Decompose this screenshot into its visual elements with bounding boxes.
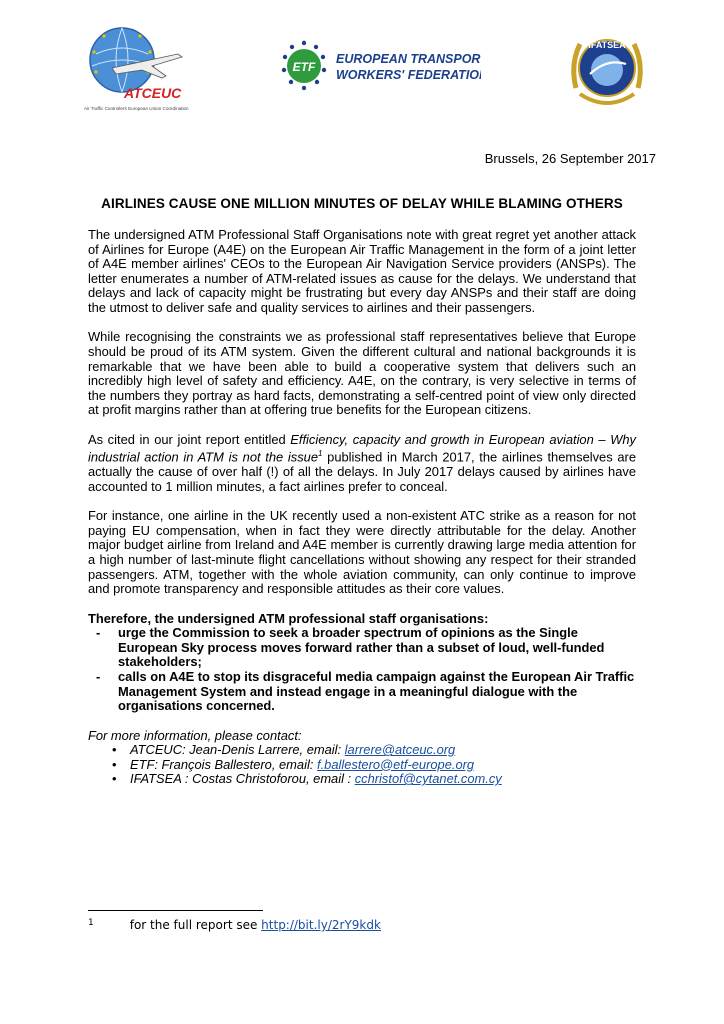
svg-text:ETF: ETF xyxy=(292,60,316,74)
paragraph-4: For instance, one airline in the UK recently used a non-existent ATC strike as a reason for not paying EU compensation, when in fact they were directly attributable for the delay. Another major budget airline from Ireland and A4E member is currently drawing large media attention for a high number of last-minute flight cancellations without showing any respect for their stranded passengers. ATM, together with the whole aviation community, can only continue to improve and promote transparency and responsible attitudes as their core values. xyxy=(88,508,636,597)
document-body xyxy=(88,228,636,787)
resolution-item xyxy=(88,626,636,670)
dash-mark: - xyxy=(96,625,101,641)
contact-item xyxy=(88,758,636,773)
page-title: AIRLINES CAUSE ONE MILLION MINUTES OF DELAY WHILE BLAMING OTHERS xyxy=(101,196,623,211)
contact-label: ETF: François Ballestero, email: xyxy=(130,756,317,772)
footnote-link[interactable]: http://bit.ly/2rY9kdk xyxy=(261,918,381,932)
paragraph-1: The undersigned ATM Professional Staff Organisations note with great regret yet another attack of Airlines for Europe (A4E) on the European Air Traffic Management in the form of a joint letter of A4E member airlines' CEOs to the European Air Navigation Service providers (ANSPs). The letter enumerates a number of ATM-related issues as cause for the delays. We understand that delays and lack of capacity might be frustrating but every day ANSPs and their staff are doing the utmost to deliver safe and quality services to airlines and their passengers. xyxy=(88,227,636,315)
contact-label: IFATSEA : Costas Christoforou, email : xyxy=(130,771,355,787)
footnote xyxy=(88,918,381,932)
ifatsea-logo xyxy=(566,28,648,114)
dash-mark: - xyxy=(96,668,101,684)
footnote-number: 1 xyxy=(88,918,94,928)
bullet-icon: • xyxy=(112,742,117,758)
contact-list xyxy=(88,743,636,787)
svg-text:Air Traffic Controllers Europe: Air Traffic Controllers European Union Coordination xyxy=(84,106,189,111)
atceuc-logo xyxy=(82,24,192,114)
therefore-lead: Therefore, the undersigned ATM professional staff organisations: xyxy=(88,610,489,626)
p3-end: published in March 2017, the airlines themselves are actually the cause of over half (!) of all the delays. In July 2017 delays caused by airlines have accounted to 1 million minutes, a fact airlines prefer to conceal. xyxy=(88,449,636,494)
contact-label: ATCEUC: Jean-Denis Larrere, email: xyxy=(130,742,345,758)
footnote-text: for the full report see xyxy=(129,918,262,932)
email-link-atceuc[interactable]: larrere@atceuc.org xyxy=(344,742,456,758)
etf-logo xyxy=(276,38,481,94)
contact-item xyxy=(88,772,636,787)
email-link-etf[interactable]: f.ballestero@etf-europe.org xyxy=(316,756,475,772)
resolution-text: calls on A4E to stop its disgraceful media campaign against the European Air Traffic Management System and instead engage in a meaningful dialogue with the organisations concerned. xyxy=(118,668,635,714)
svg-text:IFATSEA: IFATSEA xyxy=(588,40,626,50)
resolution-text: urge the Commission to seek a broader spectrum of opinions as the Single European Sky process moves forward rather than a subset of loud, well-funded stakeholders; xyxy=(118,625,605,670)
svg-text:ATCEUC: ATCEUC xyxy=(124,85,182,101)
resolution-list xyxy=(88,626,636,714)
bullet-icon: • xyxy=(112,771,117,787)
report-title: Efficiency, capacity and growth in European aviation – Why industrial action in ATM is not the issue xyxy=(88,431,636,465)
contact-item xyxy=(88,743,636,758)
contact-lead: For more information, please contact: xyxy=(88,727,302,743)
bullet-icon: • xyxy=(112,756,117,772)
date-line: Brussels, 26 September 2017 xyxy=(484,151,656,166)
paragraph-3 xyxy=(88,433,636,495)
footnote-divider xyxy=(88,910,263,911)
footnote-ref[interactable]: 1 xyxy=(318,449,323,459)
svg-text:WORKERS' FEDERATION: WORKERS' FEDERATION xyxy=(336,68,481,82)
email-link-ifatsea[interactable]: cchristof@cytanet.com.cy xyxy=(354,771,502,787)
paragraph-2: While recognising the constraints we as professional staff representatives believe that Europe should be proud of its ATM system. Given the different cultural and national backgrounds it is remarkable that we have been able to build a cooperative system that delivers such an incredibly high level of safety and efficiency. A4E, on the contrary, is very selective in terms of the numbers they portray as hard facts, demonstrating a self-centred point of view only directed at profit margins rather than at offering true benefits for the European citizens. xyxy=(88,329,636,418)
p3-start: As cited in our joint report entitled xyxy=(88,431,291,447)
resolution-item xyxy=(88,670,636,714)
svg-text:EUROPEAN TRANSPORT: EUROPEAN TRANSPORT xyxy=(336,52,481,66)
